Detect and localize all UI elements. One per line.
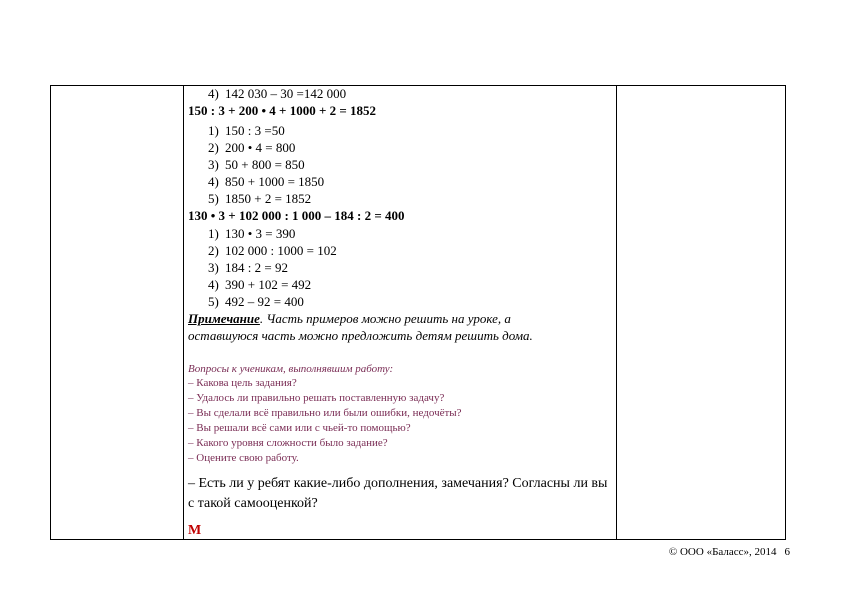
question-item: – Удалось ли правильно решать поставленную задачу?	[188, 392, 445, 404]
step-line: 1) 150 : 3 =50	[208, 123, 285, 138]
section-marker: М	[188, 523, 202, 538]
question-item: – Вы решали всё сами или с чьей-то помощью?	[188, 422, 411, 434]
step-line: 5) 1850 + 2 = 1852	[208, 191, 312, 206]
step-line: 4) 850 + 1000 = 1850	[208, 174, 325, 189]
closing-line-1: – Есть ли у ребят какие-либо дополнения, замечания? Согласны ли вы	[188, 476, 608, 491]
page-number: 6	[784, 546, 790, 558]
problem1-title: 150 : 3 + 200 • 4 + 1000 + 2 = 1852	[188, 103, 377, 118]
lesson-table	[50, 85, 786, 540]
copyright: © ООО «Баласс», 2014	[668, 546, 777, 558]
step-line: 4) 142 030 – 30 =142 000	[208, 86, 347, 101]
column-divider-right	[616, 86, 617, 539]
question-item: – Какова цель задания?	[188, 377, 297, 389]
note-line-2: оставшуюся часть можно предложить детям решить дома.	[188, 328, 533, 343]
step-line: 5) 492 – 92 = 400	[208, 294, 304, 309]
question-item: – Какого уровня сложности было задание?	[188, 437, 388, 449]
questions-title: Вопросы к ученикам, выполнявшим работу:	[188, 363, 394, 375]
note-line-1: Примечание. Часть примеров можно решить на уроке, а	[188, 311, 511, 326]
question-item: – Вы сделали всё правильно или были ошибки, недочёты?	[188, 407, 462, 419]
problem2-title: 130 • 3 + 102 000 : 1 000 – 184 : 2 = 400	[188, 208, 405, 223]
column-divider-left	[183, 86, 184, 539]
closing-line-2: с такой самооценкой?	[188, 496, 318, 511]
question-item: – Оцените свою работу.	[188, 452, 299, 464]
step-line: 2) 200 • 4 = 800	[208, 140, 296, 155]
step-line: 4) 390 + 102 = 492	[208, 277, 312, 292]
note-label: Примечание	[188, 311, 260, 326]
step-line: 3) 50 + 800 = 850	[208, 157, 305, 172]
step-line: 3) 184 : 2 = 92	[208, 260, 288, 275]
step-line: 1) 130 • 3 = 390	[208, 226, 296, 241]
main-content-cell	[188, 86, 612, 539]
page-footer	[590, 546, 790, 558]
step-line: 2) 102 000 : 1000 = 102	[208, 243, 337, 258]
